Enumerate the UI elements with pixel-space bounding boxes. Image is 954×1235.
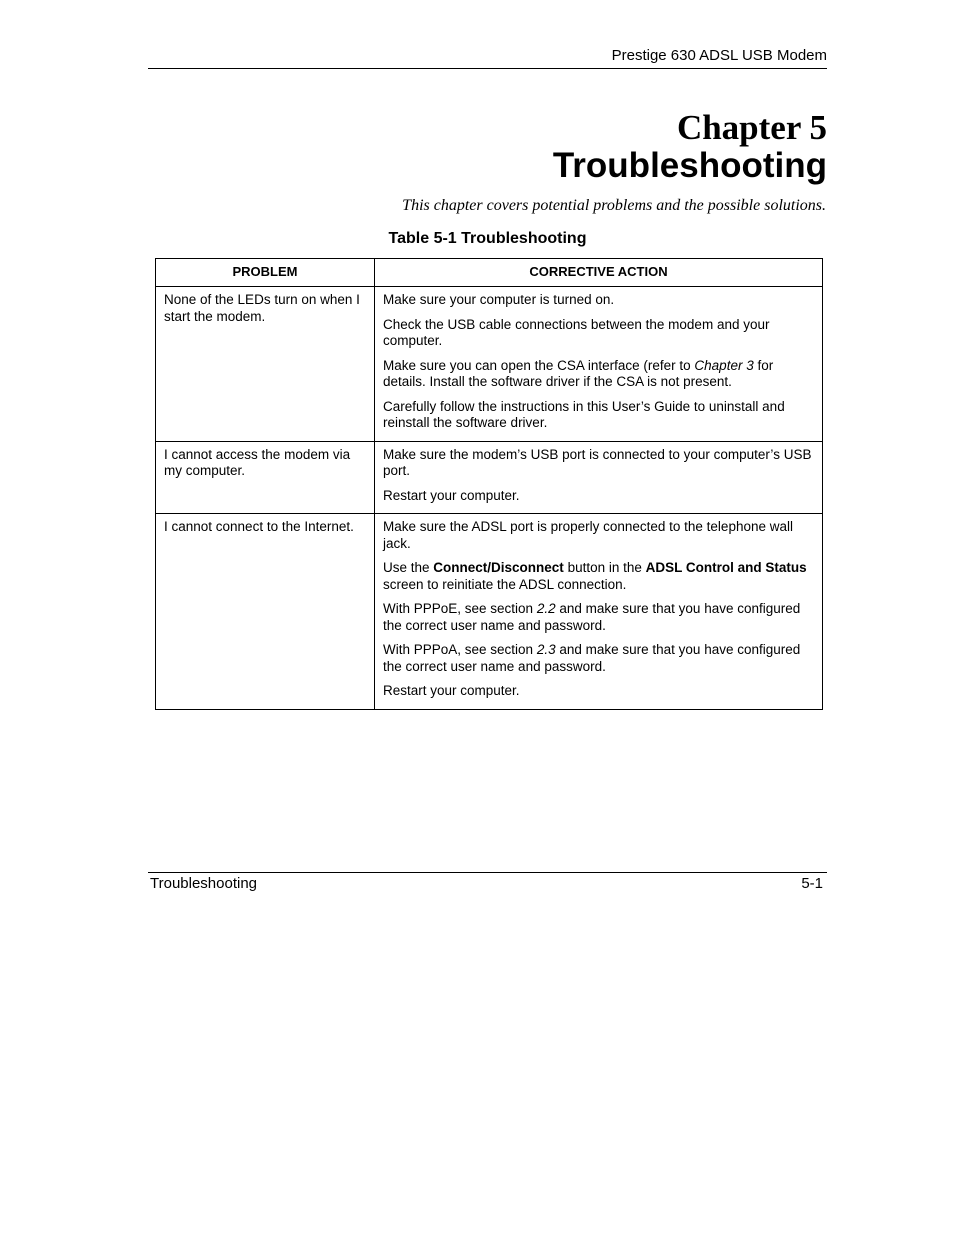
footer-rule bbox=[148, 872, 827, 873]
action-item: Restart your computer. bbox=[383, 683, 520, 698]
action-item bbox=[383, 355, 814, 396]
action-item: Make sure your computer is turned on. bbox=[383, 292, 615, 307]
action-text: and make sure that you have configured the correct user name and password. bbox=[383, 601, 801, 633]
problem-cell: I cannot connect to the Internet. bbox=[156, 514, 375, 710]
chapter-title: Troubleshooting bbox=[552, 146, 827, 185]
table-row bbox=[156, 287, 823, 442]
action-cell bbox=[375, 287, 823, 442]
troubleshooting-table bbox=[155, 258, 823, 710]
action-text: screen to reinitiate the ADSL connection. bbox=[383, 576, 627, 592]
action-item: Make sure the modem’s USB port is connected to your computer’s USB port. bbox=[383, 446, 812, 478]
action-item bbox=[383, 557, 814, 598]
action-text: Make sure you can open the CSA interface (refer to bbox=[383, 357, 695, 373]
table-header-row bbox=[156, 259, 823, 287]
footer-section-title: Troubleshooting bbox=[150, 875, 258, 892]
action-item: Carefully follow the instructions in this User’s Guide to uninstall and reinstall the software driver. bbox=[383, 398, 785, 430]
chapter-number: Chapter 5 bbox=[676, 108, 827, 147]
action-item: Make sure the ADSL port is properly connected to the telephone wall jack. bbox=[383, 519, 793, 551]
ui-term-adsl-control-status: ADSL Control and Status bbox=[645, 560, 807, 575]
table-row bbox=[156, 441, 823, 514]
running-header: Prestige 630 ADSL USB Modem bbox=[611, 47, 827, 64]
column-header-corrective-action: CORRECTIVE ACTION bbox=[375, 259, 823, 287]
action-text: Use the bbox=[383, 560, 434, 575]
section-reference: 2.2 bbox=[536, 601, 556, 616]
table-caption: Table 5-1 Troubleshooting bbox=[388, 230, 587, 247]
action-text: and make sure that you have configured the correct user name and password. bbox=[383, 642, 801, 674]
chapter-intro: This chapter covers potential problems and the possible solutions. bbox=[402, 197, 826, 214]
problem-cell: I cannot access the modem via my computer. bbox=[156, 441, 375, 514]
action-item bbox=[383, 639, 814, 680]
chapter-reference: Chapter 3 bbox=[694, 357, 754, 373]
action-text: With PPPoE, see section bbox=[383, 601, 537, 616]
action-text: With PPPoA, see section bbox=[383, 642, 537, 657]
action-cell bbox=[375, 514, 823, 710]
action-item: Check the USB cable connections between the modem and your computer. bbox=[383, 316, 770, 348]
column-header-problem: PROBLEM bbox=[156, 259, 375, 287]
action-text: for details. Install the software driver if the CSA is not present. bbox=[383, 357, 774, 389]
problem-cell: None of the LEDs turn on when I start the modem. bbox=[156, 287, 375, 442]
table-row bbox=[156, 514, 823, 710]
footer-page-number: 5-1 bbox=[801, 875, 823, 892]
action-cell bbox=[375, 441, 823, 514]
action-text: button in the bbox=[563, 560, 646, 575]
section-reference: 2.3 bbox=[536, 642, 556, 657]
header-rule bbox=[148, 68, 827, 69]
action-item: Restart your computer. bbox=[383, 487, 520, 503]
action-item bbox=[383, 598, 814, 639]
ui-term-connect-disconnect: Connect/Disconnect bbox=[433, 560, 564, 575]
